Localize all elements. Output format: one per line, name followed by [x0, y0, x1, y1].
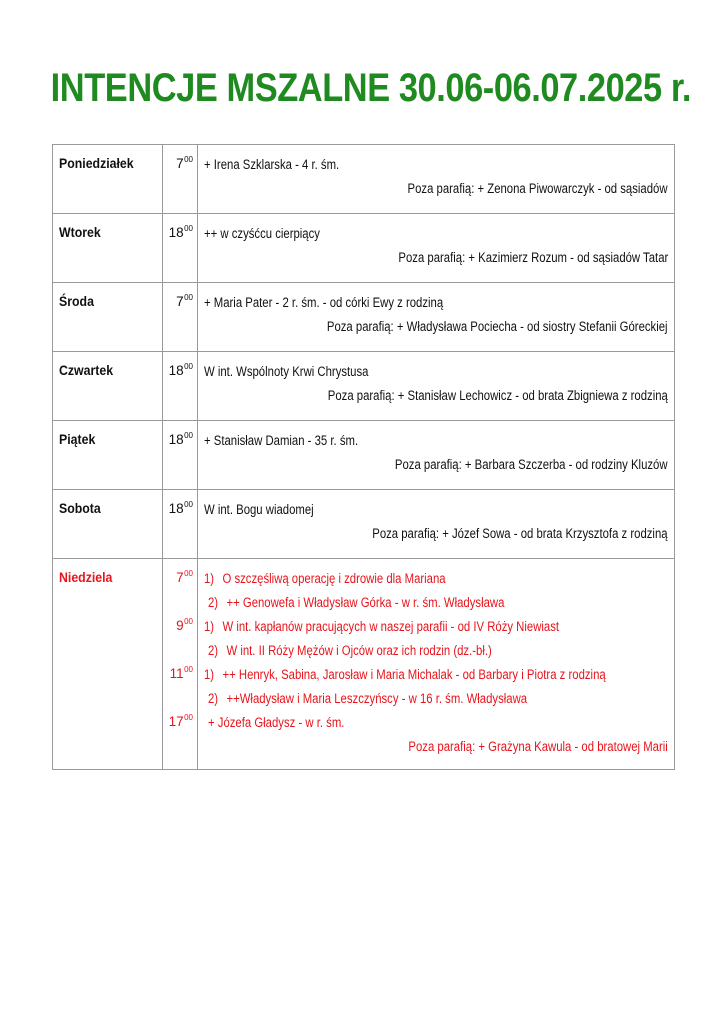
table-row [53, 214, 675, 283]
table-row [53, 421, 675, 490]
intention-line: 2) W int. II Róży Mężów i Ojców oraz ich rodzin (dz.-bł.) [208, 643, 492, 658]
day-cell [53, 145, 163, 214]
time-cell [163, 145, 198, 214]
intention-cell [198, 352, 675, 421]
mass-time: $18^{00}$ [168, 224, 193, 240]
outside-parish-line: Poza parafią: + Władysława Pociecha - od siostry Stefanii Góreckiej [327, 319, 668, 334]
day-cell [53, 283, 163, 352]
intention-cell [198, 490, 675, 559]
intention-line: 1) ++ Henryk, Sabina, Jarosław i Maria Michalak - od Barbary i Piotra z rodziną [204, 667, 606, 682]
time-cell [163, 490, 198, 559]
day-cell [53, 421, 163, 490]
mass-time: $7^{00}$ [176, 155, 193, 171]
intention-line: W int. Wspólnoty Krwi Chrystusa [204, 364, 369, 379]
mass-time: $18^{00}$ [168, 431, 193, 447]
day-cell [53, 352, 163, 421]
intention-line: 2) ++Władysław i Maria Leszczyńscy - w 16 r. śm. Władysława [208, 691, 528, 706]
table-row [53, 145, 675, 214]
time-cell [163, 421, 198, 490]
mass-time: $18^{00}$ [168, 362, 193, 378]
intention-line: 2) ++ Genowefa i Władysław Górka - w r. śm. Władysława [208, 595, 505, 610]
mass-time: $18^{00}$ [168, 500, 193, 516]
intention-cell [198, 214, 675, 283]
table-row [53, 352, 675, 421]
time-cell [163, 352, 198, 421]
outside-parish-line: Poza parafią: + Józef Sowa - od brata Krzysztofa z rodziną [372, 526, 668, 541]
time-cell [163, 214, 198, 283]
intention-line: 1) O szczęśliwą operację i zdrowie dla Mariana [204, 571, 446, 586]
intention-line: + Irena Szklarska - 4 r. śm. [204, 157, 340, 172]
intention-cell [198, 145, 675, 214]
page-title: INTENCJE MSZALNE 30.06-06.07.2025 r. [50, 66, 692, 110]
intention-line: 1) W int. kapłanów pracujących w naszej parafii - od IV Róży Niewiast [204, 619, 560, 634]
intention-cell [198, 421, 675, 490]
day-label: Sobota [59, 500, 101, 516]
table-row [53, 283, 675, 352]
outside-parish-line: Poza parafią: + Zenona Piwowarczyk - od sąsiadów [407, 181, 668, 196]
outside-parish-line: Poza parafią: + Kazimierz Rozum - od sąsiadów Tatar [398, 250, 668, 265]
table-row [53, 490, 675, 559]
day-cell [53, 214, 163, 283]
mass-time: $17^{00}$ [168, 713, 193, 729]
day-label: Poniedziałek [59, 155, 134, 171]
mass-time: $11^{00}$ [169, 665, 193, 681]
mass-intentions-table [52, 144, 675, 770]
day-cell [53, 559, 163, 770]
intention-cell [198, 283, 675, 352]
day-label: Środa [59, 293, 94, 309]
day-label: Piątek [59, 431, 96, 447]
day-label: Czwartek [59, 362, 114, 378]
intention-cell [198, 559, 675, 770]
outside-parish-line: Poza parafią: + Stanisław Lechowicz - od brata Zbigniewa z rodziną [327, 388, 668, 403]
intention-line: W int. Bogu wiadomej [204, 502, 314, 517]
outside-parish-line: Poza parafią: + Barbara Szczerba - od rodziny Kluzów [395, 457, 668, 472]
mass-time: $7^{00}$ [176, 569, 193, 585]
day-label: Niedziela [59, 569, 113, 585]
intention-line: + Józefa Gładysz - w r. śm. [208, 715, 345, 730]
day-cell [53, 490, 163, 559]
mass-time: $7^{00}$ [176, 293, 193, 309]
time-cell [163, 283, 198, 352]
table-row-sunday [53, 559, 675, 770]
day-label: Wtorek [59, 224, 101, 240]
intention-line: + Stanisław Damian - 35 r. śm. [204, 433, 359, 448]
mass-time: $9^{00}$ [176, 617, 193, 633]
intention-line: ++ w czyśćcu cierpiący [204, 226, 320, 241]
outside-parish-line: Poza parafią: + Grażyna Kawula - od bratowej Marii [408, 739, 668, 754]
time-cell [163, 559, 198, 770]
intention-line: + Maria Pater - 2 r. śm. - od córki Ewy z rodziną [204, 295, 444, 310]
